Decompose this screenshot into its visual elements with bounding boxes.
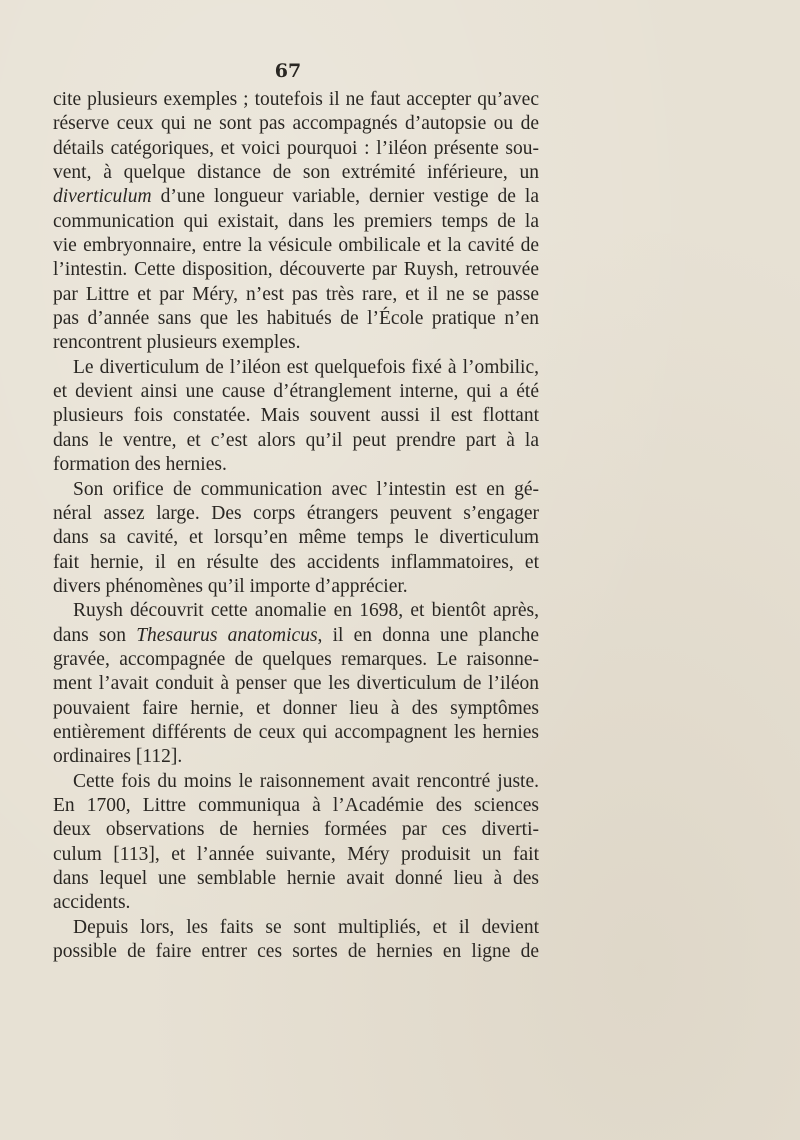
text-segment: pas d’année sans que les habitués de l’École pratique n’en [53,308,539,330]
text-line [53,599,539,623]
body-text [53,88,539,964]
text-segment: détails catégoriques, et voici pourquoi : l’iléon présente sou- [53,137,539,159]
text-line [53,526,539,550]
text-segment: En 1700, Littre communiqua à l’Académie des sciences [53,794,539,816]
text-line [53,88,539,112]
text-line [53,453,539,477]
text-segment: Ruysh découvrit cette anomalie en 1698, et bientôt après, [73,600,539,622]
text-segment: formation des hernies. [53,454,227,476]
text-line [53,478,539,502]
text-segment: rencontrent plusieurs exemples. [53,332,301,354]
text-line [53,916,539,940]
text-line [53,356,539,380]
text-line [53,697,539,721]
text-segment: cite plusieurs exemples ; toutefois il ne faut accepter qu’avec [53,89,539,110]
text-line [53,551,539,575]
text-segment: réserve ceux qui ne sont pas accompagnés d’autopsie ou de [53,113,539,135]
text-line [53,818,539,842]
text-segment: culum [113], et l’année suivante, Méry produisit un fait [53,843,539,865]
text-line [53,721,539,745]
text-line [53,672,539,696]
italic-text: diverticulum [53,186,152,208]
text-segment: Cette fois du moins le raisonnement avait rencontré juste. [73,770,539,792]
text-segment: possible de faire entrer ces sortes de hernies en ligne de [53,941,539,963]
text-line [53,210,539,234]
text-segment: l’intestin. Cette disposition, découverte par Ruysh, retrouvée [53,259,539,281]
text-line [53,404,539,428]
text-segment: communication qui existait, dans les premiers temps de la [53,210,539,232]
text-segment: néral assez large. Des corps étrangers peuvent s’engager [53,502,539,524]
text-segment: vie embryonnaire, entre la vésicule ombilicale et la cavité de [53,235,539,257]
text-segment: Depuis lors, les faits se sont multipliés, et il devient [73,916,539,938]
text-segment: dans sa cavité, et lorsqu’en même temps le diverticulum [53,527,539,549]
text-line [53,283,539,307]
text-segment: ment l’avait conduit à penser que les diverticulum de l’iléon [53,673,539,695]
text-segment: entièrement différents de ceux qui accompagnent les hernies [53,721,539,743]
text-segment: deux observations de hernies formées par ces diverti- [53,819,539,841]
text-line [53,161,539,185]
text-line [53,745,539,769]
text-line [53,502,539,526]
text-segment: Le diverticulum de l’iléon est quelquefois fixé à l’ombilic, [73,356,539,378]
text-segment: dans le ventre, et c’est alors qu’il peut prendre part à la [53,429,539,451]
text-segment: dans lequel une semblable hernie avait donné lieu à des [53,868,539,889]
text-line [53,770,539,794]
text-line [53,137,539,161]
text-line [53,940,539,964]
text-line [53,867,539,891]
text-segment: divers phénomènes qu’il importe d’apprécier. [53,575,408,597]
text-line [53,258,539,282]
text-segment: dans son [53,624,137,646]
text-line [53,891,539,915]
page-number: 67 [274,60,302,82]
text-segment: vent, à quelque distance de son extrémité inférieure, un [53,162,539,184]
text-line [53,794,539,818]
text-segment: Son orifice de communication avec l’intestin est en gé- [73,478,539,500]
text-segment: pouvaient faire hernie, et donner lieu à des symptômes [53,697,539,719]
italic-text: Thesaurus anatomicus [136,624,318,646]
text-line [53,843,539,867]
text-segment: et devient ainsi une cause d’étranglement interne, qui a été [53,381,539,403]
text-line [53,648,539,672]
text-line [53,185,539,209]
text-segment: plusieurs fois constatée. Mais souvent aussi il est flottant [53,405,539,427]
text-line [53,112,539,136]
text-line [53,429,539,453]
text-line [53,380,539,404]
text-line [53,575,539,599]
text-line [53,331,539,355]
text-segment: fait hernie, il en résulte des accidents inflammatoires, et [53,551,539,573]
text-line [53,307,539,331]
text-line [53,234,539,258]
text-segment: accidents. [53,892,131,914]
text-segment: par Littre et par Méry, n’est pas très rare, et il ne se passe [53,283,539,305]
text-segment: gravée, accompagnée de quelques remarques. Le raisonne- [53,648,539,670]
text-segment: , il en donna une planche [317,624,539,646]
text-segment: ordinaires [112]. [53,746,183,768]
text-segment: d’une longueur variable, dernier vestige de la [151,186,539,208]
text-line [53,624,539,648]
